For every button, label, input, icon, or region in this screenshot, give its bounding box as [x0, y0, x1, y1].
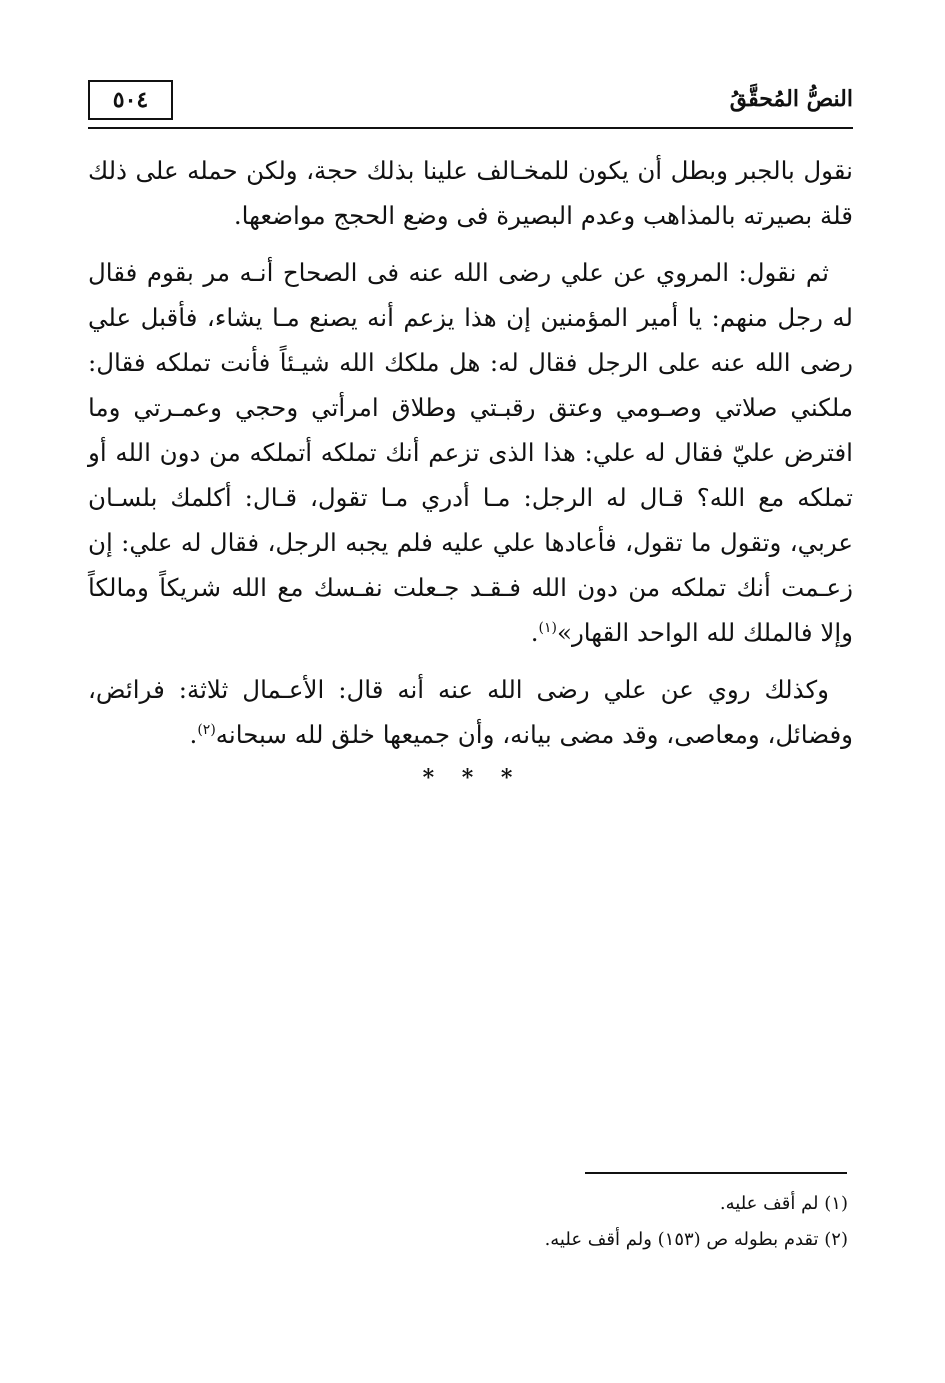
- paragraph-1: [88, 148, 853, 238]
- header-rule: [88, 127, 853, 129]
- paragraph-2-end: .: [530, 618, 539, 647]
- footnote-2: (٢) تقدم بطوله ص (١٥٣) ولم أقف عليه.: [544, 1229, 848, 1250]
- paragraph-3-text: وكذلك روي عن علي رضى الله عنه أنه قال: الأعـمال ثلاثة: فرائض، وفضائل، ومعاصى، وقد مضى بيانه، وأن جميعها خلق لله سبحانه: [88, 675, 853, 749]
- footnote-ref-2: (٢): [197, 721, 216, 738]
- footnote-rule: [585, 1172, 847, 1174]
- footnote-ref-1: (١): [538, 619, 557, 636]
- paragraph-1-text: نقول بالجبر وبطل أن يكون للمخـالف علينا بذلك حجة، ولكن حمله على ذلك قلة بصيرته بالمذاهب وعدم البصيرة فى وضع الحجج مواضعها.: [88, 156, 853, 230]
- paragraph-3: [88, 667, 853, 757]
- section-separator: * * *: [422, 765, 523, 791]
- main-text: [88, 148, 853, 769]
- paragraph-2-text: ثم نقول: المروي عن علي رضى الله عنه فى الصحاح أنـه مر بقوم فقال له رجل منهم: يا أمير المؤمنين إن هذا يزعم أنه يصنع مـا يشاء، فأقبل علي رضى الله عنه على الرجل فقال له: هل ملكك الله شيـئاً فأنت تملكه فقال: ملكني صلاتي وصـومي وعتق رقبـتي وطلاق امرأتي وحجي وعمـرتي وما افترض عليّ فقال له علي: هذا الذى تزعم أنك تملكه أتملكه من دون الله أو تملكه مع الله؟ قـال له الرجل: مـا أدري مـا تقول، قـال: أكلمك بلسـان عربي، وتقول ما تقول، فأعادها علي عليه فلم يجبه الرجل، فقال له علي: إن زعـمت أنك تملكه من دون الله فـقـد جـعلت نفـسك مع الله شريكاً ومالكاً وإلا فالملك لله الواحد القهار»: [88, 258, 853, 647]
- paragraph-2: [88, 250, 853, 655]
- footnotes: [88, 1186, 848, 1258]
- running-title: النصُّ المُحقَّقُ: [729, 86, 853, 112]
- page-header: [88, 80, 853, 128]
- footnote-1: (١) لم أقف عليه.: [719, 1193, 848, 1214]
- page-number: ٥٠٤: [88, 80, 173, 120]
- paragraph-3-end: .: [189, 720, 198, 749]
